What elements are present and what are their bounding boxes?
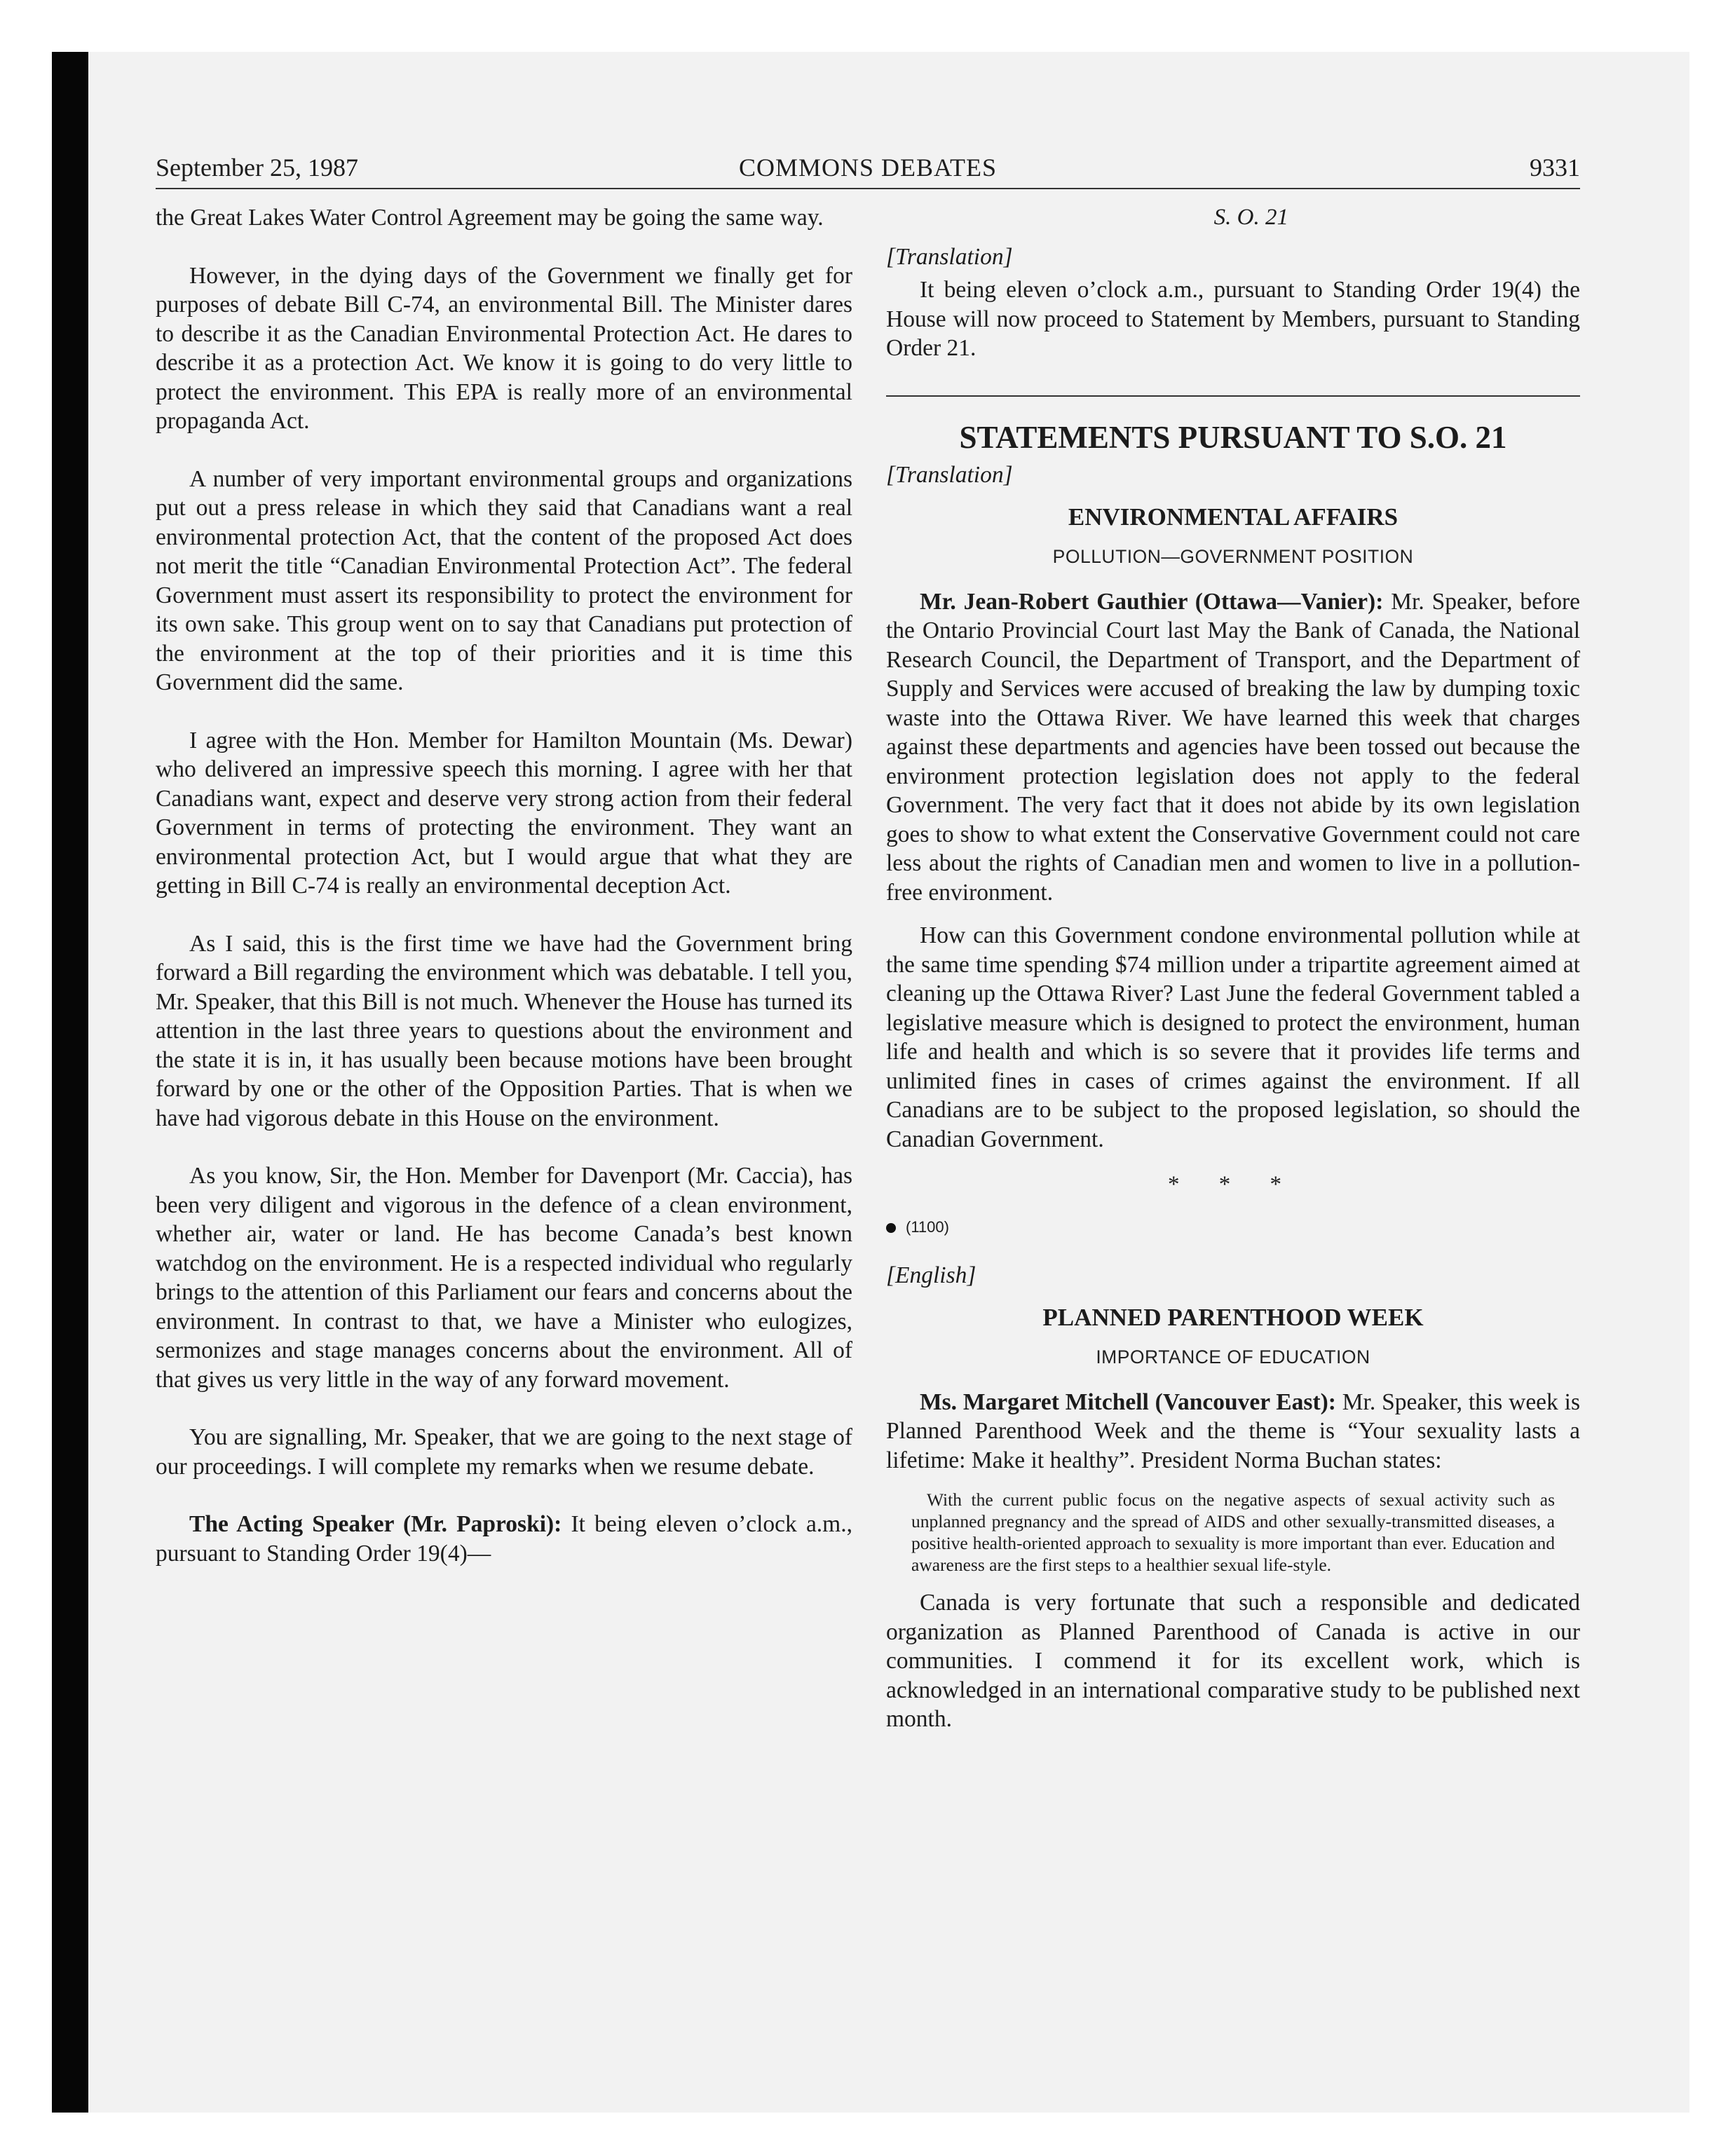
bullet-icon (886, 1223, 896, 1233)
running-header (156, 153, 1580, 189)
paragraph: As I said, this is the first time we have had the Government bring forward a Bill regarding the environment which was debatable. I tell you, Mr. Speaker, that this Bill is not much. Whenever the House has turned its attention in the last three years to questions about the environment and the state it is in, it has usually been because motions have been brought forward by one or the other of the Opposition Parties. That is when we have had vigorous debate in this House on the environment. (156, 930, 852, 1131)
paragraph: However, in the dying days of the Government we finally get for purposes of debate Bill C-74, an environmental Bill. The Minister dares to describe it as the Canadian Environmental Protection Act. He dares to describe it as a protection Act. We know it is going to do very little to protect the environment. This EPA is really more of an environmental propaganda Act. (156, 262, 852, 434)
paragraph: It being eleven o’clock a.m., pursuant to Standing Order 19(4) the House will now proceed to Statement by Members, pursuant to Standing Order 21. (886, 277, 1580, 361)
scan-binding-edge (52, 52, 88, 2113)
timestamp-text: (1100) (906, 1217, 949, 1236)
paragraph: Canada is very fortunate that such a responsible and dedicated organization as Planned Parenthood of Canada is active in our communities. I commend it for its excellent work, which is acknowledged in an international comparative study to be published next month. (886, 1590, 1580, 1732)
left-column (156, 203, 852, 1568)
section-separator-stars: * * * (1168, 1172, 1298, 1197)
topic-heading: POLLUTION—GOVERNMENT POSITION (1052, 546, 1414, 567)
subject-heading: PLANNED PARENTHOOD WEEK (1042, 1303, 1424, 1331)
speaker-name: Mr. Jean-Robert Gauthier (Ottawa—Vanier): (920, 588, 1384, 615)
speech-text: Mr. Speaker, before the Ontario Provincial Court last May the Bank of Canada, the National Research Council, the Department of Transport, and the Department of Supply and Services were accused of breaking the law by dumping toxic waste into the Ottawa River. We have learned this week that charges against these departments and agencies have been tossed out because the environment protection legislation does not apply to the federal Government. The very fact that it does not abide by its own legislation goes to show to what extent the Conservative Government could not care less about the rights of Canadian men and women to live in a pollution-free environment. (886, 588, 1580, 906)
speech-text: It being eleven o’clock a.m., pursuant to Standing Order 19(4)— (156, 1511, 852, 1567)
block-quote: With the current public focus on the negative aspects of sexual activity such as unplanned pregnancy and the spread of AIDS and other sexually-transmitted diseases, a positive health-oriented approach to sexuality is more important than ever. Education and awareness are the first steps to a healthier sexual life-style. (911, 1489, 1555, 1575)
paragraph: You are signalling, Mr. Speaker, that we are going to the next stage of our proceedings. I will complete my remarks when we resume debate. (156, 1424, 852, 1480)
timestamp (886, 1213, 1580, 1242)
speech-text: Mr. Speaker, this week is Planned Parenthood Week and the theme is “Your sexuality lasts a lifetime: Make it healthy”. President Norma Buchan states: (886, 1389, 1580, 1473)
section-title: STATEMENTS PURSUANT TO S.O. 21 (959, 419, 1507, 455)
speaker-paragraph (156, 1510, 852, 1568)
paragraph: I agree with the Hon. Member for Hamilton Mountain (Ms. Dewar) who delivered an impressive speech this morning. I agree with her that Canadians want, expect and deserve very strong action from their federal Government in terms of protecting the environment. They want an environmental protection Act, but I would argue that what they are getting in Bill C-74 is really an environmental deception Act. (156, 727, 852, 899)
language-marker: [English] (886, 1262, 977, 1288)
standing-order-marker: S. O. 21 (1213, 205, 1288, 230)
language-marker: [Translation] (886, 243, 1013, 270)
speaker-name: Ms. Margaret Mitchell (Vancouver East): (920, 1389, 1336, 1415)
publication-title: COMMONS DEBATES (738, 153, 998, 182)
paragraph: How can this Government condone environmental pollution while at the same time spending $74 million under a tripartite agreement aimed at cleaning up the Ottawa River? Last June the federal Government tabled a legislative measure which is designed to protect the environment, human life and health and which is so severe that it provides life terms and unlimited fines in cases of crimes against the environment. If all Canadians are to be subject to the proposed legislation, so should the Canadian Government. (886, 922, 1580, 1152)
right-column (886, 203, 1580, 1734)
language-marker: [Translation] (886, 462, 1013, 488)
subject-heading: ENVIRONMENTAL AFFAIRS (1068, 503, 1399, 531)
paragraph: A number of very important environmental groups and organizations put out a press release in which they said that Canadians want a real environmental protection Act, that the content of the proposed Act does not merit the title “Canadian Environmental Protection Act”. The federal Government must assert its responsibility to protect the environment for its own sake. This group went on to say that Canadians put protection of the environment at the top of their priorities and it is time this Government did the same. (156, 465, 852, 695)
page-number: 9331 (1530, 153, 1580, 182)
speaker-name: The Acting Speaker (Mr. Paproski): (189, 1511, 562, 1537)
topic-heading: IMPORTANCE OF EDUCATION (1096, 1346, 1370, 1367)
paragraph: the Great Lakes Water Control Agreement may be going the same way. (156, 205, 824, 231)
section-divider (886, 395, 1580, 397)
speaker-paragraph (886, 1388, 1580, 1475)
speaker-paragraph (886, 587, 1580, 908)
header-date: September 25, 1987 (156, 153, 358, 182)
paragraph: As you know, Sir, the Hon. Member for Davenport (Mr. Caccia), has been very diligent and vigorous in the defence of a clean environment, whether air, water or land. He has become Canada’s best known watchdog on the environment. He is a respected individual who regularly brings to the attention of this Parliament our fears and concerns about the environment. In contrast to that, we have a Minister who eulogizes, sermonizes and stage manages concerns about the environment. All of that gives us very little in the way of any forward movement. (156, 1163, 852, 1393)
